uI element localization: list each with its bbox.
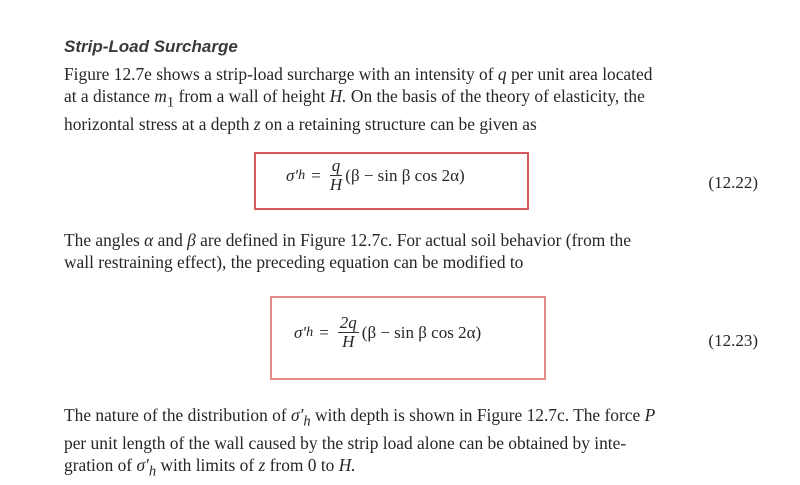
section-heading: Strip-Load Surcharge xyxy=(64,37,238,56)
text-line: at a distance $m_1$ from a wall of height H. On the basis of the theory of elasticity, the xyxy=(64,86,645,111)
text-line: The nature of the distribution of $\sigma'_h$ with depth is shown in Figure 12.7c. The force P xyxy=(64,405,656,430)
equation-formula: σ′ h = $\frac{q}{H}$ (β − sin β cos 2α) xyxy=(286,156,465,194)
text-line: gration of $\sigma'_h$ with limits of z from 0 to H. xyxy=(64,455,356,480)
equation-formula: σ′ h = $\frac{2q}{H}$ (β − sin β cos 2α) xyxy=(294,313,482,351)
equation-box-12-22 xyxy=(254,152,529,210)
equation-box-12-23 xyxy=(270,296,546,380)
fraction: $\frac{q}{H}$ xyxy=(329,156,343,194)
text-line: wall restraining effect), the preceding equation can be modified to xyxy=(64,252,524,272)
paragraph-angles xyxy=(64,229,764,273)
text-line: Figure 12.7e shows a strip-load surcharge with an intensity of q per unit area located xyxy=(64,64,653,84)
text-line: The angles α and β are defined in Figure 12.7c. For actual soil behavior (from the xyxy=(64,230,631,250)
fraction: $\frac{2q}{H}$ xyxy=(339,313,357,351)
equation-number: (12.23) xyxy=(708,331,758,350)
text-line: per unit length of the wall caused by the strip load alone can be obtained by inte- xyxy=(64,433,627,454)
paragraph-distribution xyxy=(64,404,764,483)
text-line: horizontal stress at a depth z on a retaining structure can be given as xyxy=(64,114,537,135)
equation-number: (12.22) xyxy=(708,173,758,192)
paragraph-intro xyxy=(64,63,764,135)
